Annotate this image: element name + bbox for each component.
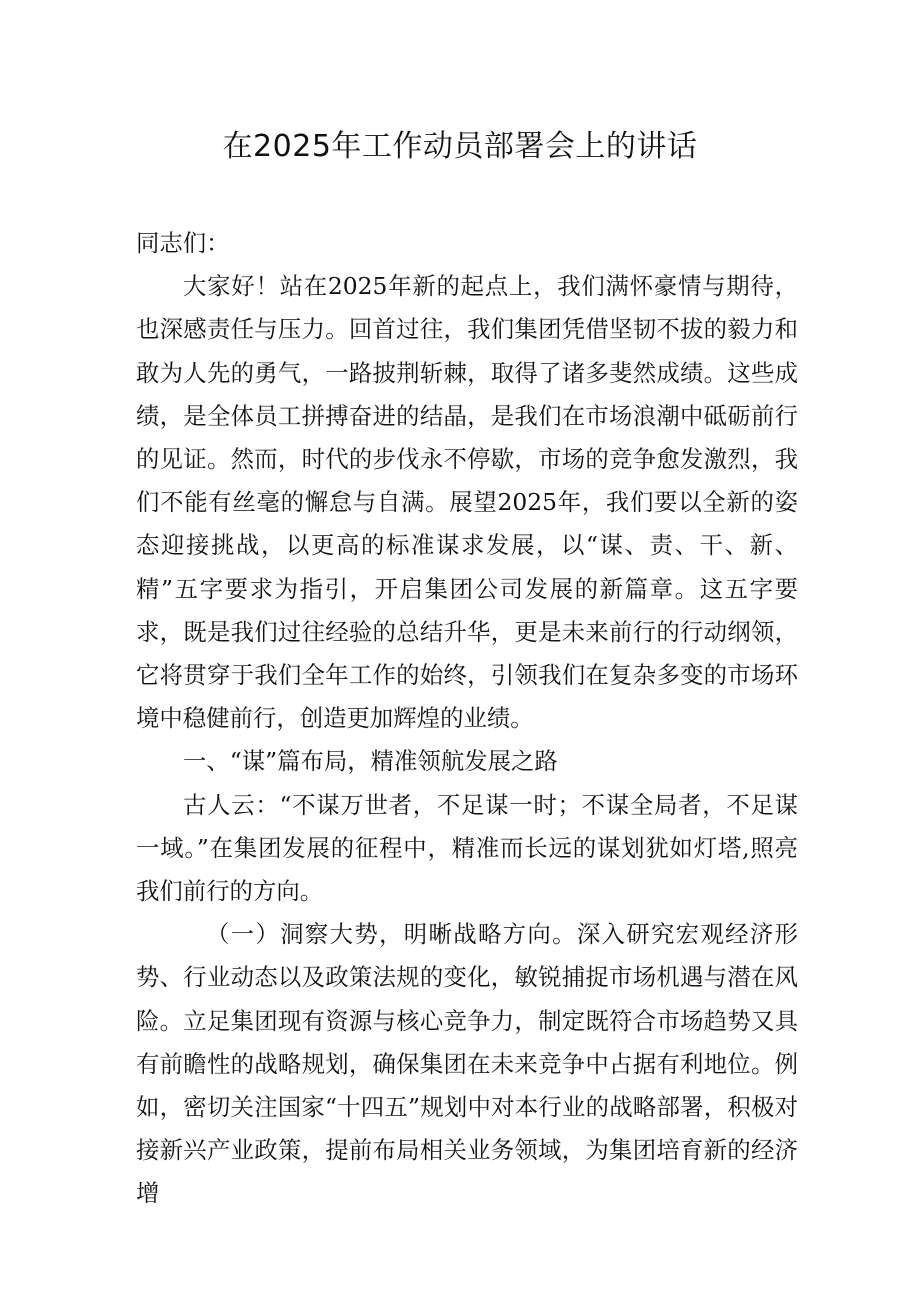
document-title: 在2025年工作动员部署会上的讲话 bbox=[222, 129, 698, 164]
salutation: 同志们： bbox=[136, 229, 230, 257]
paragraph-opening: 大家好！站在2025年新的起点上，我们满怀豪情与期待，也深感责任与压力。回首过往，我们集团凭借坚韧不拔的毅力和敢为人先的勇气，一路披荆斩棘，取得了诸多斐然成绩。这些成绩，是全体员工拼搏奋进的结晶，是我们在市场浪潮中砥砺前行的见证。然而，时代的步伐永不停歇，市场的竞争愈发激烈，我们不能有丝毫的懈怠与自满。展望2025年，我们要以全新的姿态迎接挑战，以更高的标准谋求发展，以“谋、责、干、新、精”五字要求为指引，开启集团公司发展的新篇章。这五字要求，既是我们过往经验的总结升华，更是未来前行的行动纲领，它将贯穿于我们全年工作的始终，引领我们在复杂多变的市场环境中稳健前行，创造更加辉煌的业绩。 bbox=[136, 272, 798, 733]
paragraph-subsection-1: （一）洞察大势，明晰战略方向。深入研究宏观经济形势、行业动态以及政策法规的变化，敏锐捕捉市场机遇与潜在风险。立足集团现有资源与核心竞争力，制定既符合市场趋势又具有前瞻性的战略规划，确保集团在未来竞争中占据有利地位。例如，密切关注国家“十四五”规划中对本行业的战略部署，积极对接新兴产业政策，提前布局相关业务领域，为集团培育新的经济增 bbox=[136, 920, 798, 1208]
document-body bbox=[136, 222, 798, 1216]
section-heading-1: 一、“谋”篇布局，精准领航发展之路 bbox=[183, 747, 558, 776]
paragraph-quote: 古人云：“不谋万世者，不足谋一时；不谋全局者，不足谋一域。”在集团发展的征程中，精准而长远的谋划犹如灯塔,照亮我们前行的方向。 bbox=[136, 790, 798, 906]
